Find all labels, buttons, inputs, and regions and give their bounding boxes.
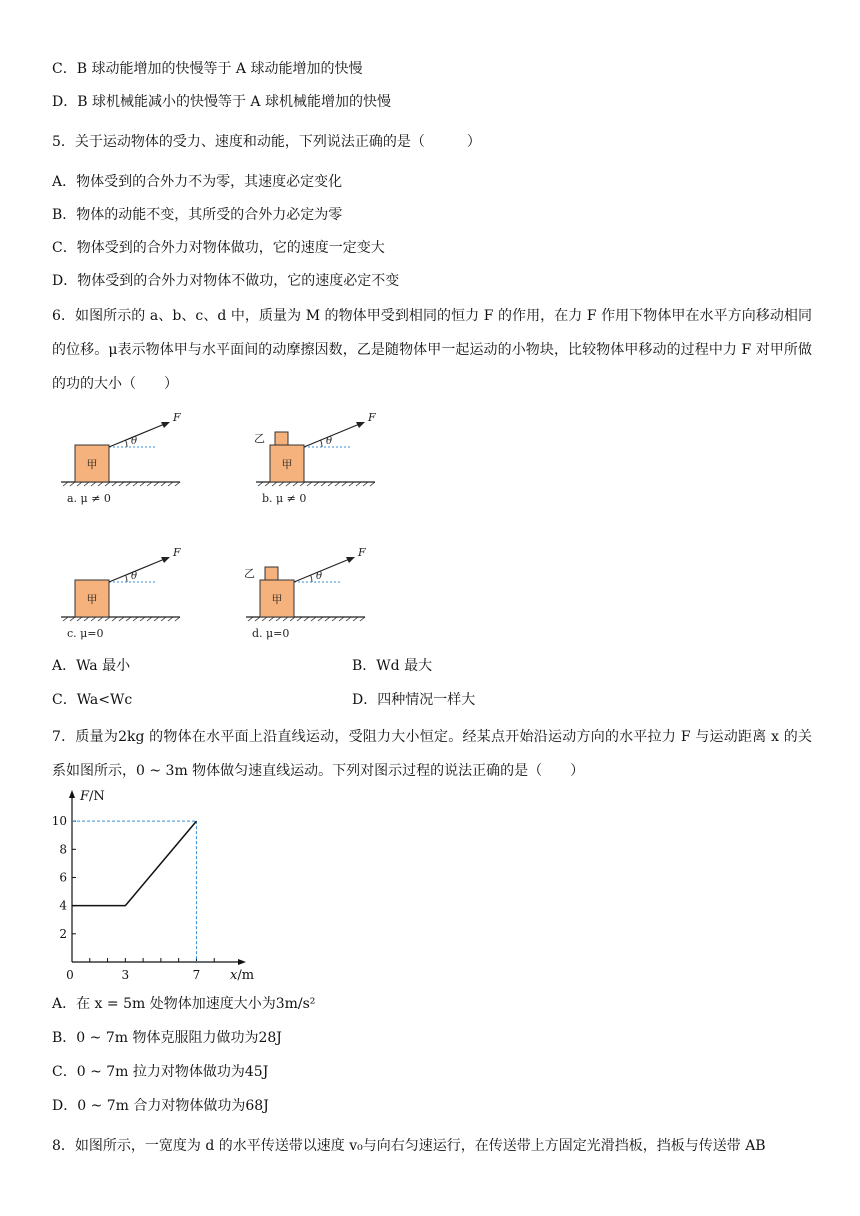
angle-arc [321,440,322,447]
block-yi [265,567,278,580]
q7-option-c: C．0 ~ 7m 拉力对物体做功为45J [52,1064,269,1080]
angle-arc [126,575,127,582]
block-jia-label: 甲 [281,458,293,471]
q6-stem: 6．如图所示的 a、b、c、d 中，质量为 M 的物体甲受到相同的恒力 F 的作用，在力 F 作用下物体甲在水平方向移动相同的位移。μ表示物体甲与水平面间的动摩擦因数，乙是随物体甲一起运动的小物块，比较物体甲移动的过程中力 F 对甲所做的功的大小（ ） [52,308,812,392]
force-label: F [173,546,181,559]
force-arrow-shaft [109,423,167,447]
x-axis-arrow [238,959,246,965]
ground-hatch [363,482,368,486]
ground-hatch [272,482,277,486]
q7-stem: 7．质量为2kg 的物体在水平面上沿直线运动，受阻力大小恒定。经某点开始沿运动方向的水平拉力 F 与运动距离 x 的关系如图所示，0 ~ 3m 物体做匀速直线运动。下列对图示过程的说法正确的是（ ） [52,729,812,779]
q6-figure-b [254,411,376,505]
ground-hatch [342,482,347,486]
y-tick-label: 4 [59,898,67,913]
figure-caption: b. μ ≠ 0 [262,492,307,505]
angle-label: θ [131,436,138,447]
ground-hatch [126,482,131,486]
q4-option-c: C．B 球动能增加的快慢等于 A 球动能增加的快慢 [52,61,363,77]
q6-figure-c [61,546,181,640]
ground-hatch [175,482,180,486]
angle-label: θ [131,571,138,582]
figure-caption: c. μ=0 [67,627,104,640]
ground-hatch [258,482,263,486]
angle-label: θ [316,571,323,582]
force-arrow-shaft [304,423,362,447]
x-tick-label: 7 [192,968,201,982]
ground-hatch [147,482,152,486]
q7-option-d: D．0 ~ 7m 合力对物体做功为68J [52,1098,269,1114]
ground-hatch [293,482,298,486]
y-tick-label: 10 [51,814,67,829]
ground-hatch [84,482,89,486]
y-tick-label: 2 [59,926,67,941]
x-tick-label: 3 [121,968,130,982]
force-label: F [358,546,366,559]
ground-hatch [77,482,82,486]
q7-option-a: A．在 x = 5m 处物体加速度大小为3m/s² [52,996,316,1012]
block-jia-label: 甲 [271,593,283,606]
ground-hatch [321,482,326,486]
angle-label: θ [326,436,333,447]
ground-hatch [63,482,68,486]
figure-caption: a. μ ≠ 0 [67,492,111,505]
block-yi-label: 乙 [254,432,265,445]
ground-hatch [335,482,340,486]
ground-hatch [314,482,319,486]
angle-arc [311,575,312,582]
q7-option-b: B．0 ~ 7m 物体克服阻力做功为28J [52,1030,282,1046]
force-arrow-shaft [109,558,167,582]
q5-option-b: B．物体的动能不变，其所受的合外力必定为零 [52,207,343,223]
x-tick-label: 0 [66,968,74,982]
ground-hatch [279,482,284,486]
ground-hatch [133,482,138,486]
block-jia-label: 甲 [86,458,98,471]
ground-hatch [370,482,375,486]
ground-hatch [300,482,305,486]
y-axis-label: F/N [80,790,105,804]
q6-figure-a [61,411,181,505]
q5-stem: 5．关于运动物体的受力、速度和动能，下列说法正确的是（ ） [52,134,481,150]
ground-hatch [349,482,354,486]
force-label: F [173,411,181,424]
force-arrow-shaft [294,558,352,582]
q6-figures [0,400,860,660]
ground-hatch [356,482,361,486]
ground-hatch [307,482,312,486]
ground-hatch [140,482,145,486]
y-axis-arrow [69,790,75,798]
force-line-series [72,821,196,906]
q5-option-c: C．物体受到的合外力对物体做功，它的速度一定变大 [52,240,385,256]
ground-hatch [154,482,159,486]
figure-caption: d. μ=0 [252,627,290,640]
angle-arc [126,440,127,447]
ground-hatch [328,482,333,486]
force-label: F [368,411,376,424]
ground-hatch [105,482,110,486]
q5-option-d: D．物体受到的合外力对物体不做功，它的速度必定不变 [52,273,400,289]
ground-hatch [265,482,270,486]
q6-figure-d [244,546,366,640]
q6-option-c: C．Wa<Wc [52,692,133,708]
x-axis-label: x/m [230,968,255,983]
q7-force-chart [40,790,260,990]
ground-hatch [70,482,75,486]
block-jia-label: 甲 [86,593,98,606]
q5-option-a: A．物体受到的合外力不为零，其速度必定变化 [52,174,343,190]
q6-option-a: A．Wa 最小 [52,658,131,674]
ground-hatch [168,482,173,486]
q6-option-b: B．Wd 最大 [352,658,433,674]
y-tick-label: 8 [59,842,67,857]
block-yi-label: 乙 [244,567,255,580]
ground-hatch [161,482,166,486]
ground-hatch [112,482,117,486]
ground-hatch [98,482,103,486]
q8-stem: 8．如图所示，一宽度为 d 的水平传送带以速度 v₀与向右匀速运行，在传送带上方固定光滑挡板，挡板与传送带 AB [52,1138,766,1154]
q6-option-d: D．四种情况一样大 [352,692,476,708]
block-yi [275,432,288,445]
ground-hatch [91,482,96,486]
y-tick-label: 6 [59,870,67,885]
q4-option-d: D．B 球机械能减小的快慢等于 A 球机械能增加的快慢 [52,94,391,110]
ground-hatch [286,482,291,486]
ground-hatch [119,482,124,486]
